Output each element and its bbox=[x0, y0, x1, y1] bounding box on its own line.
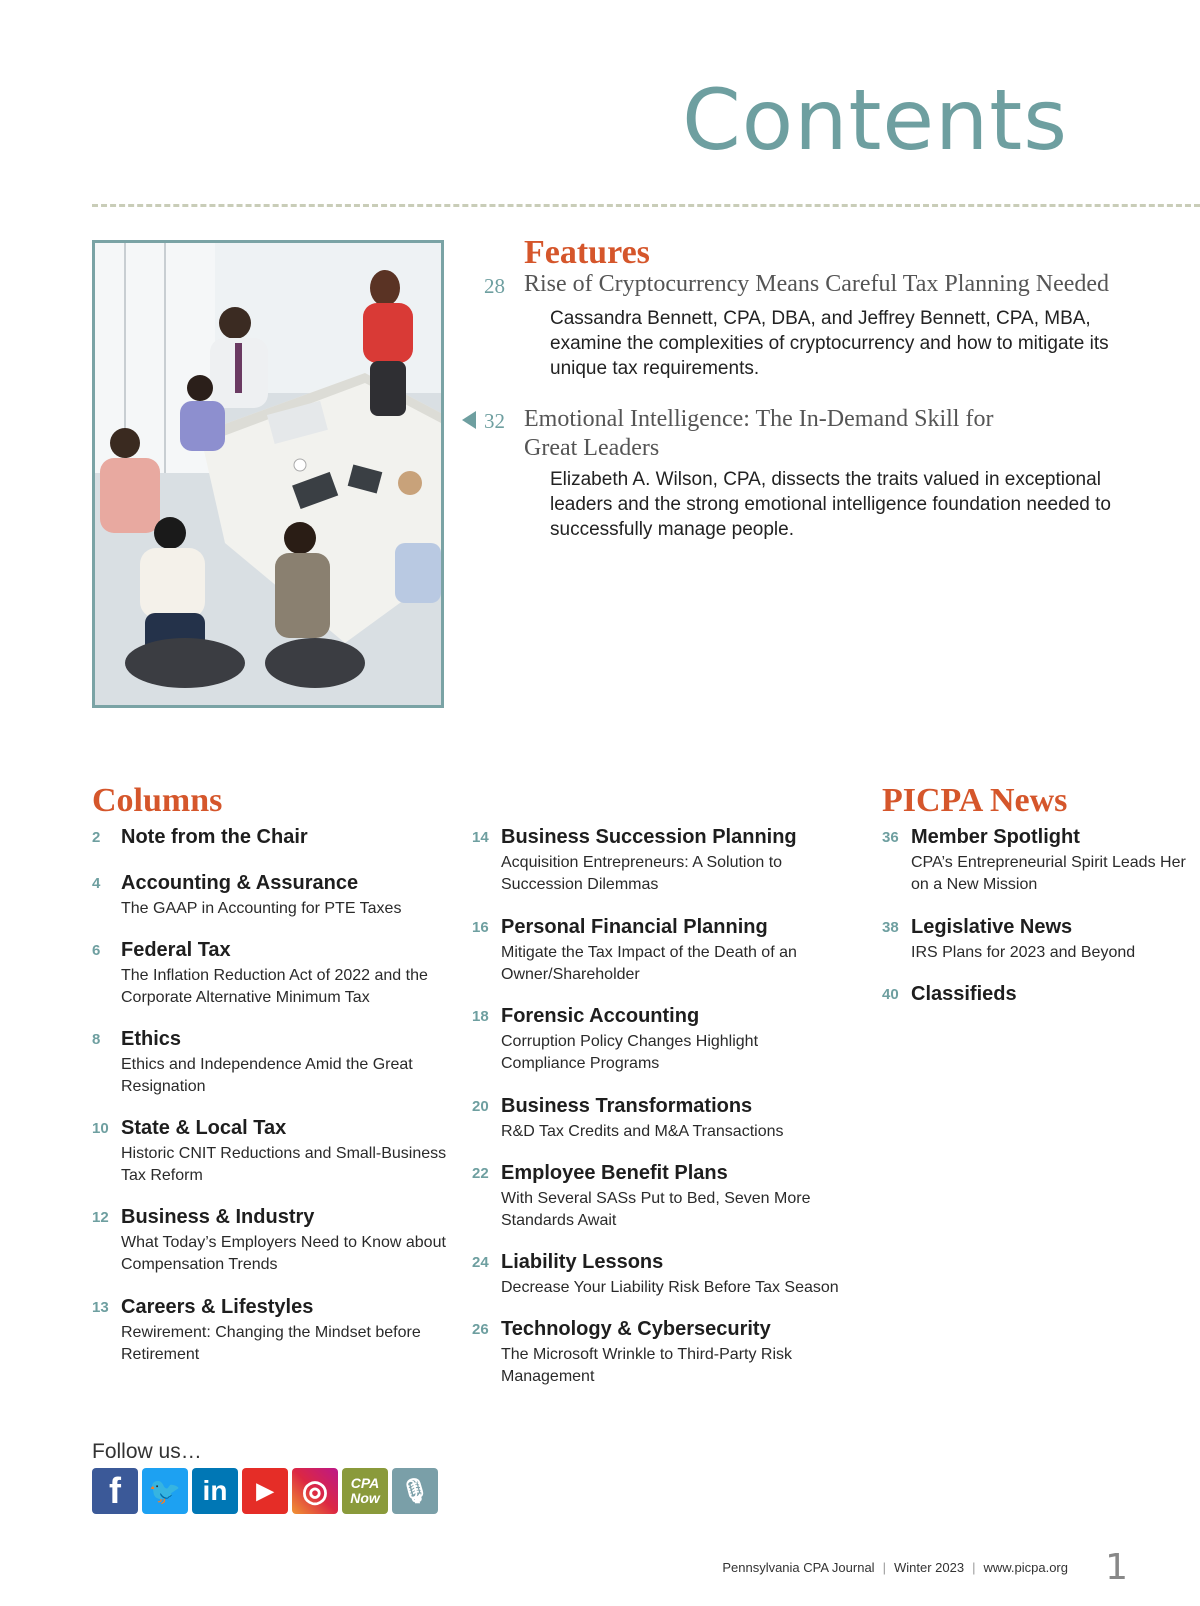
page-title: Contents bbox=[682, 71, 1068, 169]
column-page-number: 13 bbox=[92, 1299, 109, 1316]
column-page-number: 6 bbox=[92, 942, 101, 959]
news-page-number: 40 bbox=[882, 986, 899, 1003]
feature-title[interactable] bbox=[524, 405, 993, 463]
column-title[interactable]: Forensic Accounting bbox=[501, 1005, 700, 1027]
footer-website[interactable]: www.picpa.org bbox=[983, 1560, 1068, 1575]
dashed-divider bbox=[92, 204, 1200, 207]
column-subtitle: With Several SASs Put to Bed, Seven More Standards Await bbox=[501, 1190, 811, 1229]
feature-page-number: 32 bbox=[484, 409, 505, 433]
footer-journal: Pennsylvania CPA Journal bbox=[722, 1560, 875, 1575]
column-subtitle: R&D Tax Credits and M&A Transactions bbox=[501, 1123, 784, 1140]
news-page-number: 36 bbox=[882, 829, 899, 846]
features-heading: Features bbox=[524, 234, 650, 271]
column-title[interactable]: Business & Industry bbox=[121, 1206, 315, 1228]
column-page-number: 26 bbox=[472, 1321, 489, 1338]
column-page-number: 8 bbox=[92, 1031, 101, 1048]
column-page-number: 22 bbox=[472, 1165, 489, 1182]
column-page-number: 14 bbox=[472, 829, 489, 846]
column-subtitle: The Microsoft Wrinkle to Third-Party Risk Management bbox=[501, 1346, 793, 1385]
column-page-number: 10 bbox=[92, 1120, 109, 1137]
column-title[interactable]: Careers & Lifestyles bbox=[121, 1296, 314, 1318]
feature-title[interactable]: Rise of Cryptocurrency Means Careful Tax Planning Needed bbox=[524, 271, 1110, 297]
column-subtitle: Corruption Policy Changes Highlight Compliance Programs bbox=[501, 1033, 759, 1072]
column-subtitle: Decrease Your Liability Risk Before Tax Season bbox=[501, 1279, 839, 1296]
news-title[interactable]: Classifieds bbox=[911, 983, 1017, 1005]
column-page-number: 16 bbox=[472, 919, 489, 936]
column-subtitle: Ethics and Independence Amid the Great Resignation bbox=[121, 1056, 413, 1095]
cpa-now-icon[interactable]: CPA Now bbox=[342, 1468, 388, 1514]
footer: Pennsylvania CPA Journal | Winter 2023 | www.picpa.org bbox=[722, 1560, 1068, 1575]
column-subtitle: The Inflation Reduction Act of 2022 and the Corporate Alternative Minimum Tax bbox=[121, 967, 428, 1006]
facebook-icon[interactable]: f bbox=[92, 1468, 138, 1514]
column-subtitle: The GAAP in Accounting for PTE Taxes bbox=[121, 900, 402, 917]
column-subtitle: What Today’s Employers Need to Know about Compensation Trends bbox=[121, 1234, 446, 1273]
feature-page-number: 28 bbox=[484, 274, 505, 298]
twitter-icon[interactable]: 🐦 bbox=[142, 1468, 188, 1514]
column-title[interactable]: Accounting & Assurance bbox=[121, 872, 359, 894]
picpa-news-heading: PICPA News bbox=[882, 782, 1068, 819]
linkedin-icon[interactable]: in bbox=[192, 1468, 238, 1514]
column-page-number: 12 bbox=[92, 1209, 109, 1226]
column-title[interactable]: Personal Financial Planning bbox=[501, 916, 768, 938]
news-title[interactable]: Legislative News bbox=[911, 916, 1073, 938]
column-subtitle: Mitigate the Tax Impact of the Death of an Owner/Shareholder bbox=[501, 944, 797, 983]
column-page-number: 20 bbox=[472, 1098, 489, 1115]
follow-us-label: Follow us… bbox=[92, 1440, 202, 1463]
column-subtitle: Historic CNIT Reductions and Small-Business Tax Reform bbox=[121, 1145, 447, 1184]
column-page-number: 4 bbox=[92, 875, 101, 892]
column-subtitle: Acquisition Entrepreneurs: A Solution to Succession Dilemmas bbox=[501, 854, 783, 893]
news-subtitle: CPA’s Entrepreneurial Spirit Leads Her on a New Mission bbox=[911, 854, 1186, 893]
column-page-number: 18 bbox=[472, 1008, 489, 1025]
column-title[interactable]: Liability Lessons bbox=[501, 1251, 664, 1273]
youtube-icon[interactable]: ▶ bbox=[242, 1468, 288, 1514]
footer-issue: Winter 2023 bbox=[893, 1560, 965, 1575]
news-subtitle: IRS Plans for 2023 and Beyond bbox=[911, 944, 1136, 961]
feature-title-line: Emotional Intelligence: The In-Demand Skill for bbox=[524, 406, 994, 432]
podcast-icon[interactable]: 🎙 bbox=[392, 1468, 438, 1514]
feature-description: Cassandra Bennett, CPA, DBA, and Jeffrey Bennett, CPA, MBA, examine the complexities of cryptocurrency and how to mitigate its unique tax requirements. bbox=[550, 308, 1109, 379]
column-title[interactable]: State & Local Tax bbox=[121, 1117, 287, 1139]
instagram-icon[interactable]: ◎ bbox=[292, 1468, 338, 1514]
columns-heading: Columns bbox=[92, 782, 223, 819]
column-title[interactable]: Employee Benefit Plans bbox=[501, 1162, 728, 1184]
feature-title-line: Great Leaders bbox=[524, 435, 660, 461]
news-title[interactable]: Member Spotlight bbox=[911, 826, 1080, 848]
arrow-left-icon bbox=[462, 411, 476, 429]
news-page-number: 38 bbox=[882, 919, 899, 936]
page-number: 1 bbox=[1105, 1547, 1128, 1588]
feature-photo bbox=[92, 240, 444, 708]
column-title[interactable]: Business Transformations bbox=[501, 1095, 753, 1117]
column-page-number: 2 bbox=[92, 829, 101, 846]
column-title[interactable]: Business Succession Planning bbox=[501, 826, 797, 848]
column-title[interactable]: Note from the Chair bbox=[121, 826, 308, 848]
column-title[interactable]: Technology & Cybersecurity bbox=[501, 1318, 771, 1340]
column-title[interactable]: Federal Tax bbox=[121, 939, 231, 961]
feature-description: Elizabeth A. Wilson, CPA, dissects the traits valued in exceptional leaders and the strong emotional intelligence foundation needed to successfully manage people. bbox=[550, 469, 1111, 540]
column-title[interactable]: Ethics bbox=[121, 1028, 182, 1050]
column-subtitle: Rewirement: Changing the Mindset before Retirement bbox=[121, 1324, 421, 1363]
column-page-number: 24 bbox=[472, 1254, 489, 1271]
